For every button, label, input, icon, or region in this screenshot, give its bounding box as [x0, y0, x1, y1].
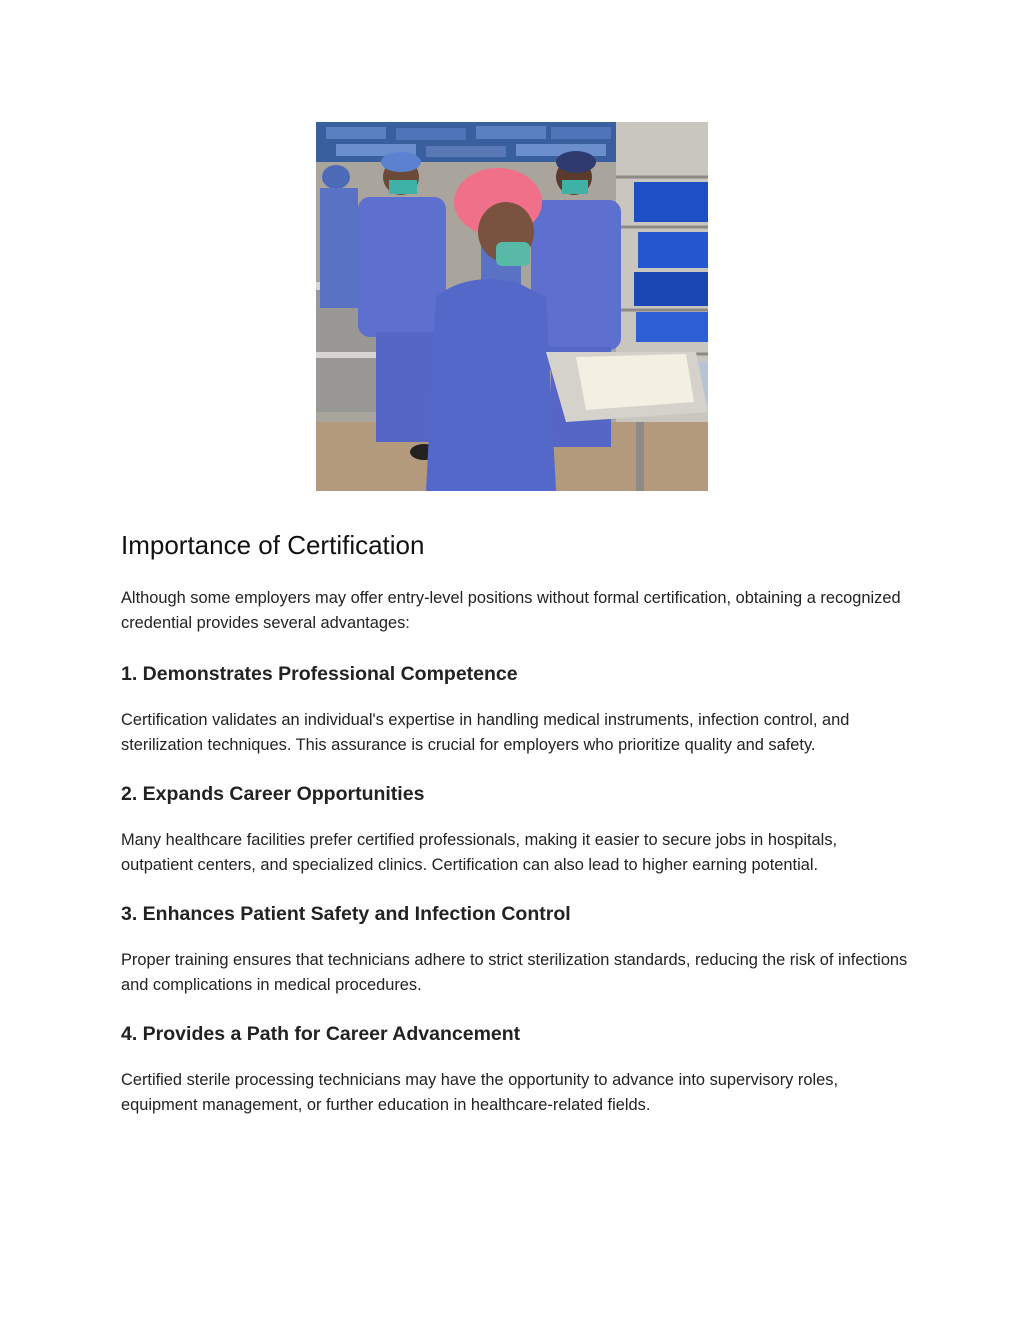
section-body: Proper training ensures that technicians adhere to strict sterilization standards, reducing the risk of infections and complications in medical procedures.: [121, 951, 908, 994]
section-competence: [121, 661, 911, 757]
section-body: Certification validates an individual's expertise in handling medical instruments, infection control, and sterilization techniques. This assurance is crucial for employers who prioritize quality and safety.: [121, 711, 850, 754]
section-heading: 4. Provides a Path for Career Advancement: [121, 1023, 521, 1045]
section-heading: 3. Enhances Patient Safety and Infection Control: [121, 903, 571, 925]
photo-illustration: [316, 122, 708, 491]
section-career-advancement: [121, 1021, 911, 1117]
section-career-opportunities: [121, 781, 911, 877]
section-body: Certified sterile processing technicians may have the opportunity to advance into supervisory roles, equipment management, or further education in healthcare-related fields.: [121, 1071, 839, 1114]
section-patient-safety: [121, 901, 911, 997]
intro-paragraph: Although some employers may offer entry-level positions without formal certification, obtaining a recognized credential provides several advantages:: [121, 589, 901, 632]
page-title: Importance of Certification: [121, 530, 425, 560]
document-content: [121, 528, 911, 1141]
section-heading: 1. Demonstrates Professional Competence: [121, 663, 518, 685]
section-heading: 2. Expands Career Opportunities: [121, 783, 425, 805]
section-body: Many healthcare facilities prefer certified professionals, making it easier to secure jobs in hospitals, outpatient centers, and specialized clinics. Certification can also lead to higher earning potential.: [121, 831, 838, 874]
training-photo: [316, 122, 708, 491]
